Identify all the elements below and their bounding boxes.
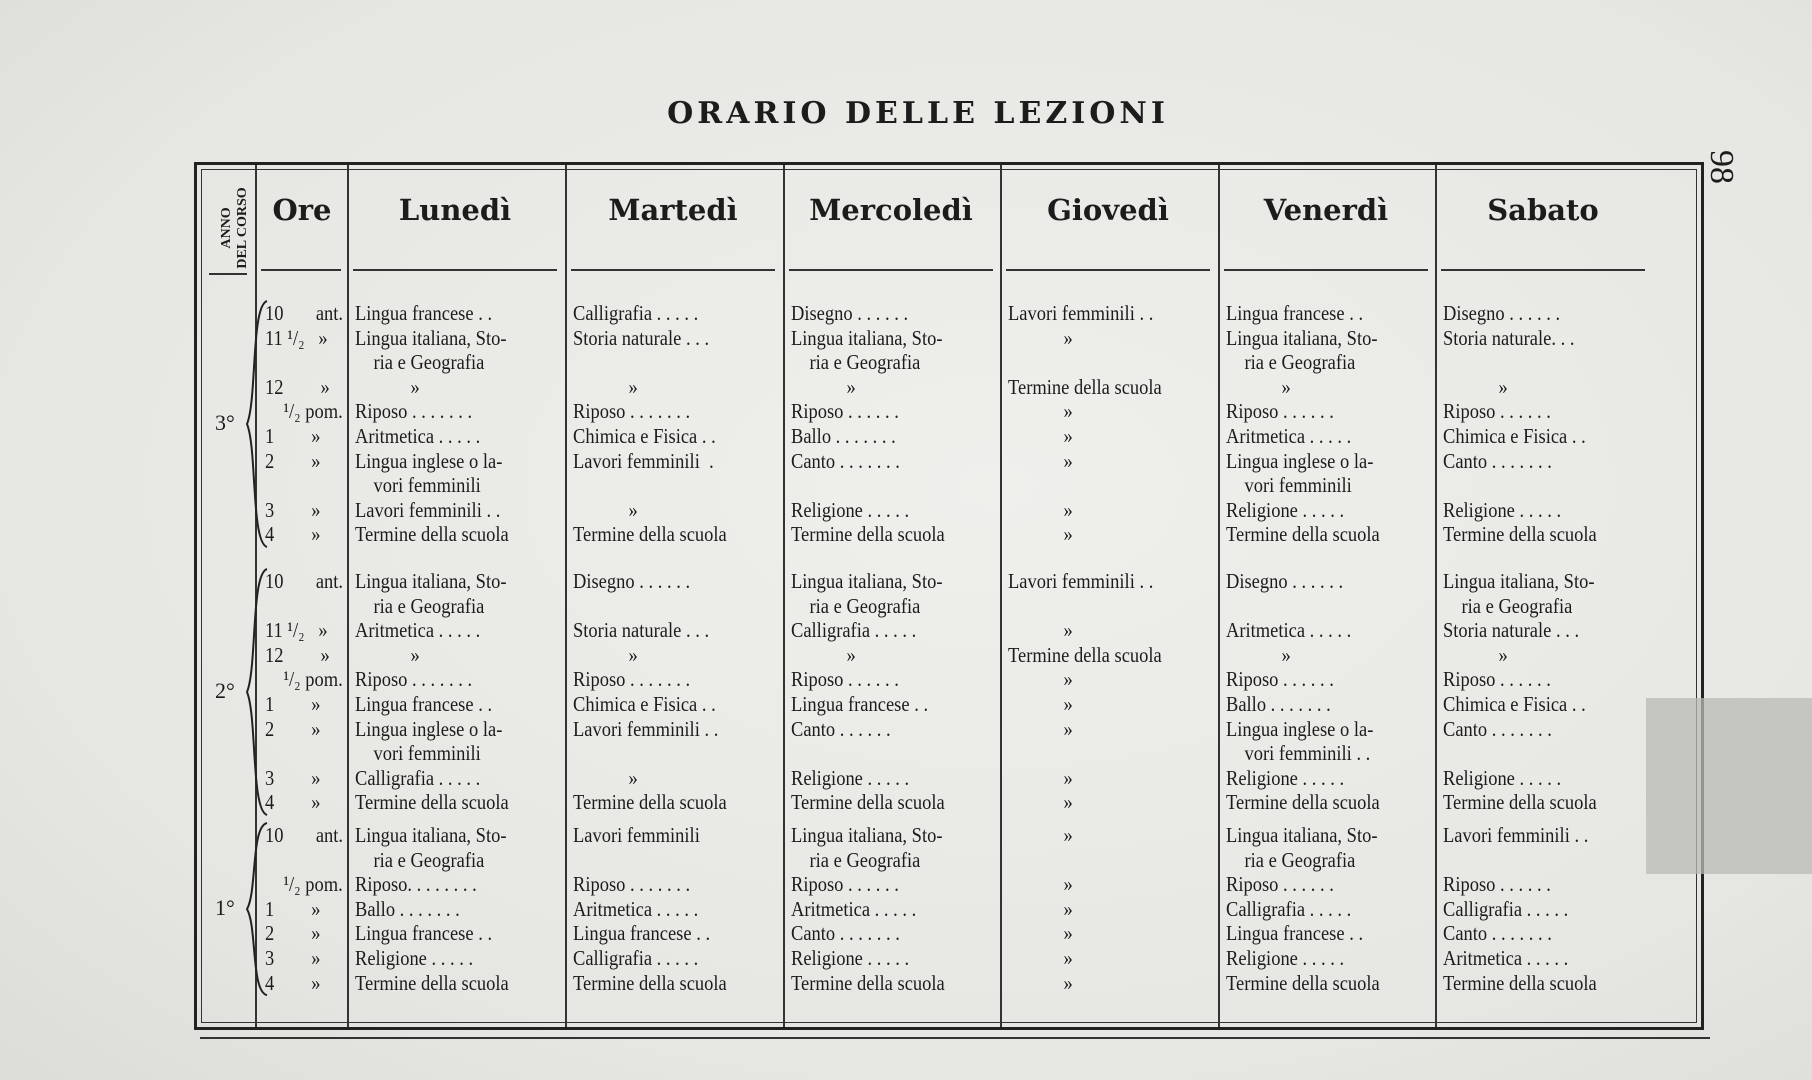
lesson-cell: Riposo . . . . . .: [791, 399, 899, 424]
lesson-cell: Aritmetica . . . . .: [1226, 618, 1352, 643]
lesson-cell: Calligrafia . . . . .: [1443, 896, 1569, 921]
lesson-cell: Canto . . . . . . .: [791, 921, 900, 946]
lesson-cell: »: [1008, 399, 1073, 424]
lesson-cell: Lingua francese . .: [1226, 921, 1364, 946]
lesson-cell: Lavori femminili: [573, 823, 700, 847]
column-divider: [347, 165, 349, 1027]
lesson-cell: Riposo . . . . . .: [1226, 399, 1334, 424]
lesson-cell: ria e Geografia: [355, 593, 485, 618]
lesson-cell: vori femminili: [355, 473, 481, 498]
header-underline: [261, 269, 341, 271]
lesson-cell: ria e Geografia: [1226, 350, 1356, 375]
lesson-cell: Aritmetica . . . . .: [573, 896, 699, 921]
lesson-cell: Riposo . . . . . .: [791, 872, 899, 897]
lesson-cell: Lingua italiana, Sto-: [355, 569, 507, 593]
lesson-cell: Storia naturale. . .: [1443, 325, 1575, 350]
lesson-cell: Termine della scuola: [1226, 790, 1380, 815]
lesson-cell: vori femminili: [355, 741, 481, 766]
lesson-cell: vori femminili: [1226, 473, 1352, 498]
lesson-cell: Lingua italiana, Sto-: [1443, 569, 1595, 593]
page-title: ORARIO DELLE LEZIONI: [667, 96, 1169, 131]
lesson-cell: »: [1008, 946, 1073, 970]
lesson-cell: Disegno . . . . . .: [1226, 569, 1344, 593]
lesson-cell: Calligrafia . . . . .: [573, 946, 699, 970]
lesson-cell: Religione . . . . .: [1226, 497, 1345, 522]
lesson-cell: Disegno . . . . . .: [573, 569, 691, 593]
column-header-venerdi: Venerdì: [1263, 193, 1389, 227]
lesson-cell: Lingua francese . .: [1226, 301, 1364, 325]
lesson-cell: Canto . . . . . . .: [1443, 716, 1552, 741]
column-divider: [1435, 165, 1437, 1027]
lesson-cell: »: [573, 765, 638, 790]
lesson-cell: Lavori femminili . .: [1008, 569, 1154, 593]
column-header-mercoledi: Mercoledì: [809, 193, 973, 227]
lesson-cell: Riposo . . . . . .: [791, 667, 899, 692]
lesson-cell: Chimica e Fisica . .: [1443, 424, 1586, 448]
lesson-cell: Canto . . . . . . .: [1443, 921, 1552, 946]
lesson-cell: Lingua francese . .: [355, 921, 493, 946]
lesson-cell: Canto . . . . . . .: [791, 448, 900, 473]
header-underline: [353, 269, 557, 271]
lesson-cell: Religione . . . . .: [791, 765, 910, 790]
lesson-cell: Riposo . . . . . . .: [573, 399, 691, 424]
lesson-cell: Termine della scuola: [573, 970, 727, 995]
lesson-cell: Religione . . . . .: [1443, 765, 1562, 790]
lesson-cell: Lavori femminili . .: [573, 716, 719, 741]
lesson-cell: Ballo . . . . . . .: [355, 896, 460, 921]
column-divider: [1218, 165, 1220, 1027]
lesson-cell: Termine della scuola: [1443, 522, 1597, 547]
lesson-cell: Religione . . . . .: [355, 946, 474, 970]
ore-cell: 3 »: [265, 946, 321, 970]
ore-cell: ¹/₂ pom.: [265, 399, 343, 424]
lesson-cell: Canto . . . . . .: [791, 716, 891, 741]
anno-header-line1: ANNO: [219, 207, 234, 249]
lesson-cell: Canto . . . . . . .: [1443, 448, 1552, 473]
header-underline: [789, 269, 993, 271]
lesson-cell: Religione . . . . .: [791, 497, 910, 522]
lesson-cell: Riposo . . . . . . .: [573, 872, 691, 897]
header-underline: [1224, 269, 1428, 271]
ore-cell: 11 ¹/₂ »: [265, 618, 328, 643]
lesson-cell: Lingua italiana, Sto-: [791, 325, 943, 350]
lesson-cell: Riposo . . . . . .: [1443, 872, 1551, 897]
lesson-cell: Lingua italiana, Sto-: [791, 823, 943, 847]
column-header-lunedi: Lunedì: [398, 193, 512, 227]
lesson-cell: »: [1008, 448, 1073, 473]
lesson-cell: Riposo. . . . . . . .: [355, 872, 477, 897]
lesson-cell: »: [573, 497, 638, 522]
lesson-cell: Religione . . . . .: [1226, 765, 1345, 790]
lesson-cell: »: [1008, 921, 1073, 946]
lesson-cell: Religione . . . . .: [1226, 946, 1345, 970]
lesson-cell: Calligrafia . . . . .: [573, 301, 699, 325]
lesson-cell: »: [791, 642, 856, 667]
lesson-cell: »: [1008, 424, 1073, 448]
lesson-cell: Riposo . . . . . . .: [355, 667, 473, 692]
lesson-cell: Riposo . . . . . .: [1443, 667, 1551, 692]
lesson-cell: Aritmetica . . . . .: [355, 618, 481, 643]
column-divider: [255, 165, 257, 1027]
header-underline: [571, 269, 775, 271]
lesson-cell: Aritmetica . . . . .: [355, 424, 481, 448]
lesson-cell: Termine della scuola: [1443, 970, 1597, 995]
ore-cell: 3 »: [265, 765, 321, 790]
ore-cell: 1 »: [265, 692, 321, 716]
timetable: [194, 162, 1704, 1030]
ore-cell: 11 ¹/₂ »: [265, 325, 328, 350]
ore-cell: 1 »: [265, 896, 321, 921]
lesson-cell: Lingua francese . .: [355, 301, 493, 325]
column-divider: [1000, 165, 1002, 1027]
lesson-cell: »: [1008, 765, 1073, 790]
lesson-cell: »: [355, 642, 420, 667]
tape-scrap: [1646, 698, 1812, 874]
lesson-cell: Calligrafia . . . . .: [355, 765, 481, 790]
lesson-cell: Termine della scuola: [573, 790, 727, 815]
lesson-cell: Riposo . . . . . .: [1226, 872, 1334, 897]
lesson-cell: Termine della scuola: [1008, 642, 1162, 667]
lesson-cell: Lingua inglese o la-: [1226, 448, 1374, 473]
year-brace: [245, 823, 271, 995]
lesson-cell: »: [1226, 374, 1291, 399]
column-header-ore: Ore: [272, 193, 332, 227]
ore-cell: ¹/₂ pom.: [265, 872, 343, 897]
anno-header: [219, 173, 251, 283]
lesson-cell: Lavori femminili .: [573, 448, 714, 473]
lesson-cell: »: [573, 642, 638, 667]
lesson-cell: »: [1008, 823, 1073, 847]
lesson-cell: Termine della scuola: [355, 790, 509, 815]
lesson-cell: Aritmetica . . . . .: [1226, 424, 1352, 448]
lesson-cell: Lingua italiana, Sto-: [791, 569, 943, 593]
anno-header-line2: DEL CORSO: [235, 187, 250, 269]
lesson-cell: Termine della scuola: [1443, 790, 1597, 815]
year-label: 1°: [215, 895, 235, 921]
lesson-cell: Calligrafia . . . . .: [791, 618, 917, 643]
year-label: 3°: [215, 410, 235, 435]
lesson-cell: »: [355, 374, 420, 399]
lesson-cell: »: [1443, 642, 1508, 667]
lesson-cell: Termine della scuola: [1008, 374, 1162, 399]
year-brace: [245, 569, 271, 815]
ore-cell: 4 »: [265, 790, 321, 815]
lesson-cell: ria e Geografia: [1226, 847, 1356, 872]
lesson-cell: Chimica e Fisica . .: [573, 692, 716, 716]
lesson-cell: Disegno . . . . . .: [791, 301, 909, 325]
lesson-cell: Termine della scuola: [573, 522, 727, 547]
ore-cell: 2 »: [265, 921, 321, 946]
lesson-cell: »: [1008, 522, 1073, 547]
lesson-cell: Termine della scuola: [355, 522, 509, 547]
ore-cell: 2 »: [265, 448, 321, 473]
lesson-cell: Riposo . . . . . .: [1443, 399, 1551, 424]
lesson-cell: Chimica e Fisica . .: [573, 424, 716, 448]
lesson-cell: ria e Geografia: [355, 350, 485, 375]
lesson-cell: Lingua italiana, Sto-: [1226, 325, 1378, 350]
lesson-cell: Termine della scuola: [355, 970, 509, 995]
lesson-cell: Chimica e Fisica . .: [1443, 692, 1586, 716]
lesson-cell: Riposo . . . . . . .: [573, 667, 691, 692]
lesson-cell: Religione . . . . .: [791, 946, 910, 970]
column-header-giovedi: Giovedì: [1047, 193, 1169, 227]
column-divider: [783, 165, 785, 1027]
lesson-cell: »: [1008, 716, 1073, 741]
ore-cell: 10 ant.: [265, 823, 344, 847]
lesson-cell: Ballo . . . . . . .: [791, 424, 896, 448]
lesson-cell: »: [1008, 896, 1073, 921]
header-underline: [1006, 269, 1210, 271]
lesson-cell: »: [1008, 325, 1073, 350]
lesson-cell: Lavori femminili . .: [1008, 301, 1154, 325]
lesson-cell: Ballo . . . . . . .: [1226, 692, 1331, 716]
lesson-cell: Termine della scuola: [1226, 522, 1380, 547]
lesson-cell: Disegno . . . . . .: [1443, 301, 1561, 325]
lesson-cell: ria e Geografia: [791, 350, 921, 375]
lesson-cell: Riposo . . . . . .: [1226, 667, 1334, 692]
lesson-cell: »: [1008, 618, 1073, 643]
lesson-cell: Storia naturale . . .: [573, 618, 710, 643]
lesson-cell: »: [1008, 692, 1073, 716]
year-label: 2°: [215, 678, 235, 703]
ore-cell: 10 ant.: [265, 301, 344, 325]
lesson-cell: Lingua italiana, Sto-: [1226, 823, 1378, 847]
lesson-cell: Religione . . . . .: [1443, 497, 1562, 522]
lesson-cell: ria e Geografia: [791, 847, 921, 872]
lesson-cell: Lingua francese . .: [791, 692, 929, 716]
lesson-cell: Termine della scuola: [1226, 970, 1380, 995]
ore-cell: 4 »: [265, 522, 321, 547]
year-brace: [245, 301, 271, 547]
ore-cell: 4 »: [265, 970, 321, 995]
ore-cell: 1 »: [265, 424, 321, 448]
ore-cell: 12 »: [265, 374, 330, 399]
lesson-cell: Lingua francese . .: [355, 692, 493, 716]
lesson-cell: »: [1008, 872, 1073, 897]
lesson-cell: »: [1443, 374, 1508, 399]
page-number: 98: [1703, 150, 1740, 184]
ore-cell: 3 »: [265, 497, 321, 522]
lesson-cell: »: [1226, 642, 1291, 667]
lesson-cell: vori femminili . .: [1226, 741, 1371, 766]
column-divider: [565, 165, 567, 1027]
lesson-cell: »: [573, 374, 638, 399]
column-header-sabato: Sabato: [1487, 193, 1599, 227]
lesson-cell: »: [1008, 790, 1073, 815]
lesson-cell: Lingua inglese o la-: [355, 448, 503, 473]
lesson-cell: Lingua italiana, Sto-: [355, 823, 507, 847]
lesson-cell: »: [1008, 970, 1073, 995]
lesson-cell: Lingua francese . .: [573, 921, 711, 946]
lesson-cell: »: [1008, 497, 1073, 522]
lesson-cell: Lingua italiana, Sto-: [355, 325, 507, 350]
lesson-cell: Lavori femminili . .: [355, 497, 501, 522]
ore-cell: 12 »: [265, 642, 330, 667]
column-header-martedi: Martedì: [608, 193, 738, 227]
lesson-cell: ria e Geografia: [791, 593, 921, 618]
lesson-cell: Storia naturale . . .: [1443, 618, 1580, 643]
lesson-cell: Calligrafia . . . . .: [1226, 896, 1352, 921]
lesson-cell: »: [791, 374, 856, 399]
lesson-cell: Lavori femminili . .: [1443, 823, 1589, 847]
ore-cell: 10 ant.: [265, 569, 344, 593]
lesson-cell: »: [1008, 667, 1073, 692]
header-underline: [1441, 269, 1645, 271]
lesson-cell: ria e Geografia: [355, 847, 485, 872]
ore-cell: ¹/₂ pom.: [265, 667, 343, 692]
lesson-cell: Aritmetica . . . . .: [1443, 946, 1569, 970]
lesson-cell: Termine della scuola: [791, 790, 945, 815]
ore-cell: 2 »: [265, 716, 321, 741]
lesson-cell: Storia naturale . . .: [573, 325, 710, 350]
lesson-cell: Termine della scuola: [791, 970, 945, 995]
lesson-cell: Termine della scuola: [791, 522, 945, 547]
lesson-cell: Lingua inglese o la-: [355, 716, 503, 741]
lesson-cell: Aritmetica . . . . .: [791, 896, 917, 921]
lesson-cell: Riposo . . . . . . .: [355, 399, 473, 424]
lesson-cell: ria e Geografia: [1443, 593, 1573, 618]
lesson-cell: Lingua inglese o la-: [1226, 716, 1374, 741]
